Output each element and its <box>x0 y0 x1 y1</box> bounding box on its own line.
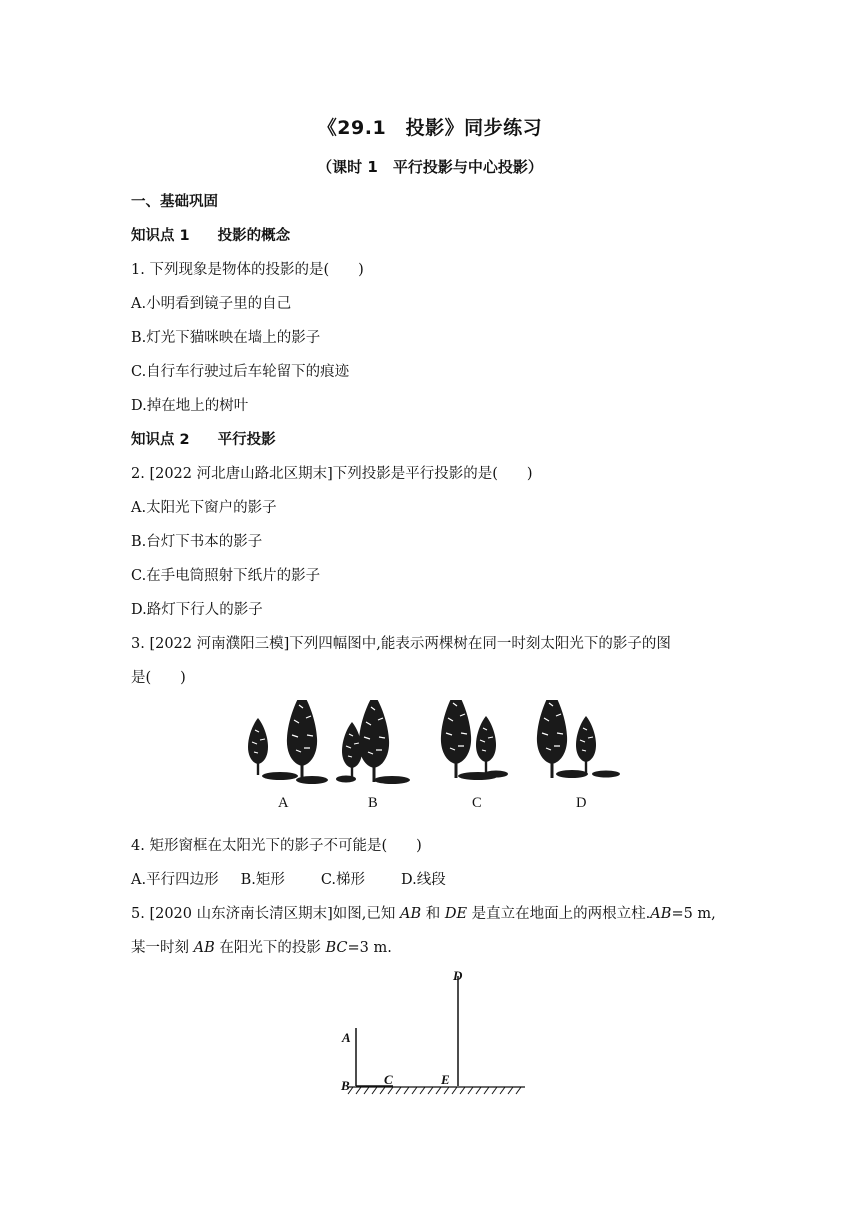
label-b: B <box>341 1078 350 1093</box>
pillars-figure <box>335 962 535 1102</box>
q4-option-a: A.平行四边形 <box>131 872 219 888</box>
trees-shadow-figure <box>240 700 630 815</box>
kp-label: 知识点 1 <box>131 228 190 244</box>
label-a: A <box>342 1030 351 1045</box>
tree-option-d <box>537 700 620 778</box>
question-4-stem: 4. 矩形窗框在太阳光下的影子不可能是( ) <box>131 838 422 854</box>
q1-option-c: C.自行车行驶过后车轮留下的痕迹 <box>131 364 350 380</box>
kp-name: 投影的概念 <box>217 228 291 244</box>
q4-options <box>131 868 468 889</box>
page-subtitle: （课时 1 平行投影与中心投影） <box>317 158 543 176</box>
q2-option-a: A.太阳光下窗户的影子 <box>131 500 277 516</box>
question-5-line2: 某一时刻 AB 在阳光下的投影 BC=3 m. <box>131 940 392 956</box>
q2-option-d: D.路灯下行人的影子 <box>131 602 263 618</box>
kp-label: 知识点 2 <box>131 432 190 448</box>
page-title: 《29.1 投影》同步练习 <box>317 117 543 139</box>
question-1-stem: 1. 下列现象是物体的投影的是( ) <box>131 262 364 278</box>
q4-option-b: B.矩形 <box>240 872 285 888</box>
q1-option-b: B.灯光下猫咪映在墙上的影子 <box>131 330 321 346</box>
label-c: C <box>384 1072 393 1087</box>
figure-label-d: D <box>576 795 587 811</box>
q4-option-c: C.梯形 <box>320 872 366 888</box>
q2-option-b: B.台灯下书本的影子 <box>131 534 263 550</box>
knowledge-point-2 <box>131 428 276 449</box>
kp-name: 平行投影 <box>217 432 276 448</box>
q1-option-d: D.掉在地上的树叶 <box>131 398 249 414</box>
question-2-stem: 2. [2022 河北唐山路北区期末]下列投影是平行投影的是( ) <box>131 466 533 482</box>
figure-label-b: B <box>368 795 378 811</box>
tree-option-a <box>248 700 328 784</box>
q2-option-c: C.在手电筒照射下纸片的影子 <box>131 568 321 584</box>
tree-option-c <box>441 700 508 780</box>
figure-label-c: C <box>472 795 482 811</box>
label-e: E <box>441 1072 450 1087</box>
label-d: D <box>453 968 463 983</box>
section-heading: 一、基础巩固 <box>131 194 218 210</box>
knowledge-point-1 <box>131 224 290 245</box>
question-5-line1: 5. [2020 山东济南长清区期末]如图,已知 AB 和 DE 是直立在地面上的两根立柱.AB=5 m, <box>131 906 716 922</box>
question-3-stem-line2: 是( ) <box>131 670 186 686</box>
tree-option-b <box>336 700 410 784</box>
question-3-stem-line1: 3. [2022 河南濮阳三模]下列四幅图中,能表示两棵树在同一时刻太阳光下的影子的图 <box>131 636 671 652</box>
q4-option-d: D.线段 <box>401 872 446 888</box>
figure-label-a: A <box>278 795 289 811</box>
q1-option-a: A.小明看到镜子里的自己 <box>131 296 292 312</box>
